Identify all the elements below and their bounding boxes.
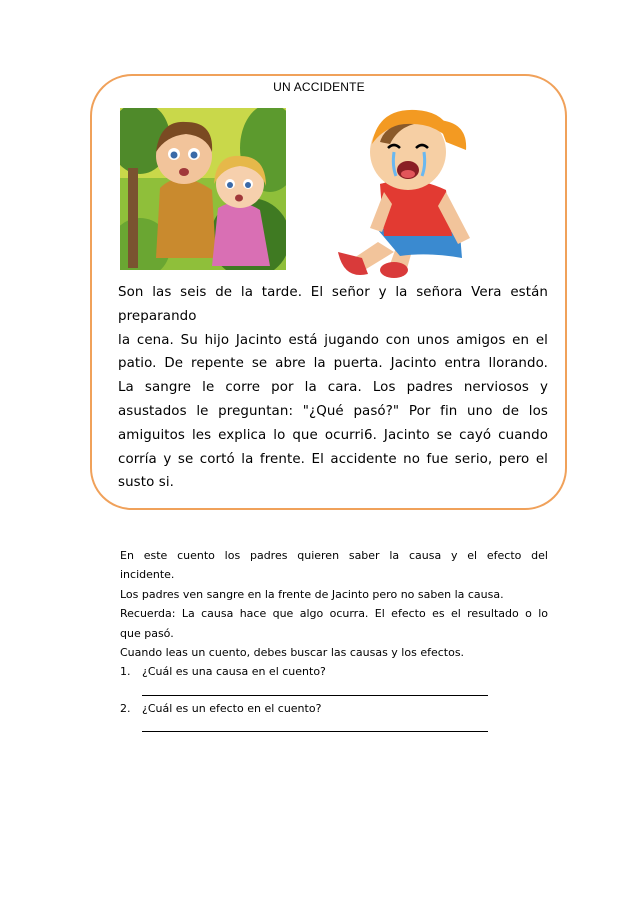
instruction-text: En este cuento los padres quieren saber la causa y el efecto del bbox=[120, 549, 548, 562]
instruction-text: Recuerda: La causa hace que algo ocurra. El efecto es el resultado o lo bbox=[120, 607, 548, 621]
question-text: ¿Cuál es un efecto en el cuento? bbox=[142, 701, 322, 715]
story-line: preparando bbox=[118, 308, 197, 324]
story-line: susto si. bbox=[118, 475, 174, 491]
instructions-section bbox=[120, 546, 548, 735]
story-text bbox=[118, 281, 548, 495]
instruction-text: Cuando leas un cuento, debes buscar las causas y los efectos. bbox=[120, 646, 465, 660]
story-line: amiguitos les explica lo que ocurri6. Jacinto se cayó cuando bbox=[118, 427, 548, 443]
instruction-text: incidente. bbox=[120, 568, 175, 582]
story-line: Son las seis de la tarde. El señor y la señora Vera están bbox=[118, 285, 548, 300]
crying-boy-illustration bbox=[328, 102, 478, 286]
answer-line-2[interactable] bbox=[142, 718, 488, 732]
question-1 bbox=[120, 662, 548, 681]
instruction-text: que pasó. bbox=[120, 626, 174, 640]
story-line: la cena. Su hijo Jacinto está jugando con unos amigos en el bbox=[118, 332, 548, 348]
answer-line-1[interactable] bbox=[142, 682, 488, 696]
question-number: 1. bbox=[120, 665, 131, 679]
story-line: asustados le preguntan: "¿Qué pasó?" Por fin uno de los bbox=[118, 403, 548, 419]
page-title: UN ACCIDENTE bbox=[273, 80, 365, 94]
story-line: La sangre le corre por la cara. Los padres nerviosos y bbox=[118, 380, 548, 396]
question-text: ¿Cuál es una causa en el cuento? bbox=[142, 665, 326, 679]
story-line: patio. De repente se abre la puerta. Jacinto entra llorando. bbox=[118, 356, 548, 372]
question-2 bbox=[120, 699, 548, 718]
story-line: corría y se cortó la frente. El accidente no fue serio, pero el bbox=[118, 451, 548, 467]
scared-children-illustration bbox=[120, 108, 286, 270]
question-number: 2. bbox=[120, 701, 131, 715]
instruction-text: Los padres ven sangre en la frente de Jacinto pero no saben la causa. bbox=[120, 587, 504, 601]
